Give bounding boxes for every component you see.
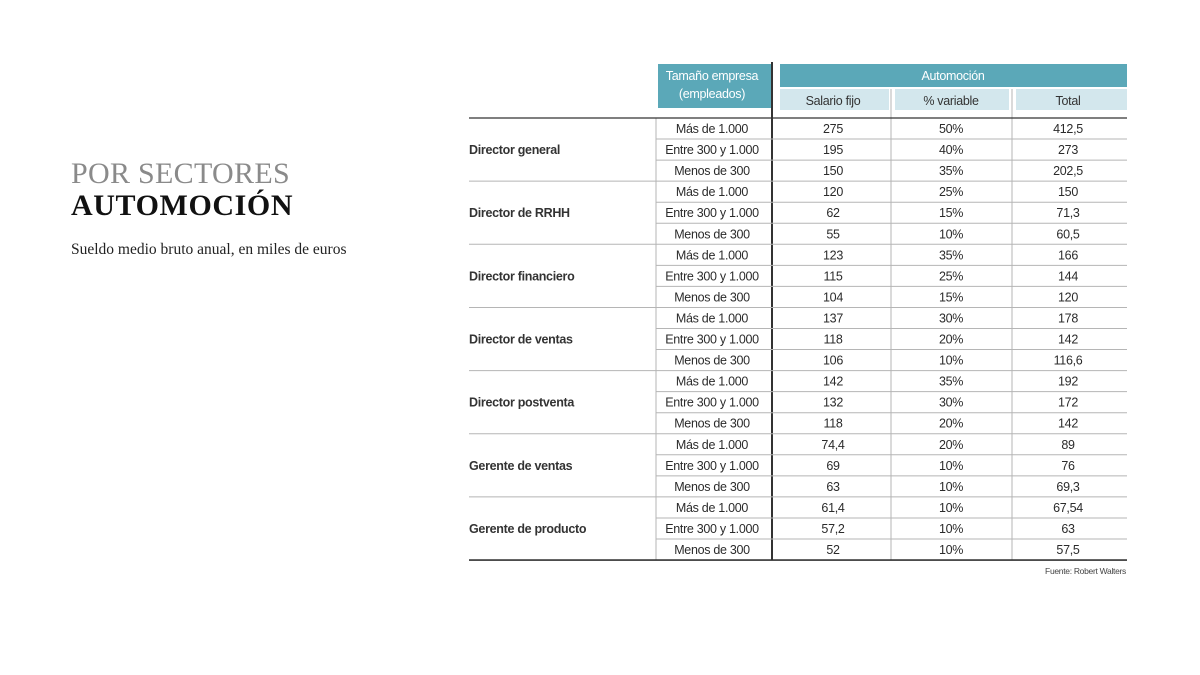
column-header-label: Total [1055, 94, 1081, 108]
fixed-salary-cell: 52 [826, 543, 840, 558]
total-cell: 120 [1058, 290, 1078, 305]
fixed-salary-cell: 118 [823, 416, 843, 431]
group-header-label: Automoción [921, 69, 985, 83]
total-cell: 150 [1058, 185, 1078, 200]
size-cell: Entre 300 y 1.000 [665, 206, 759, 221]
fixed-salary-cell: 137 [823, 311, 843, 326]
variable-cell: 30% [938, 395, 964, 410]
size-cell: Más de 1.000 [675, 248, 749, 263]
total-cell: 192 [1058, 374, 1078, 389]
column-header-label: % variable [923, 94, 979, 108]
total-cell: 69,3 [1056, 479, 1080, 494]
fixed-salary-cell: 62 [826, 206, 840, 221]
role-label: Gerente de ventas [469, 458, 573, 473]
size-cell: Menos de 300 [674, 416, 750, 431]
size-cell: Entre 300 y 1.000 [665, 521, 759, 536]
total-cell: 76 [1061, 458, 1075, 473]
source-note: Fuente: Robert Walters [1045, 566, 1126, 577]
section-kicker: POR SECTORES [71, 157, 290, 190]
variable-cell: 10% [938, 521, 964, 536]
fixed-salary-cell: 118 [823, 332, 843, 347]
size-header-line2: (empleados) [678, 87, 746, 101]
size-header-line1: Tamaño empresa [665, 69, 759, 83]
role-label: Director general [469, 143, 561, 158]
variable-cell: 35% [938, 248, 964, 263]
variable-cell: 15% [938, 206, 964, 221]
total-cell: 71,3 [1056, 206, 1080, 221]
fixed-salary-cell: 142 [823, 374, 843, 389]
variable-cell: 10% [938, 479, 964, 494]
size-cell: Entre 300 y 1.000 [665, 143, 759, 158]
variable-cell: 10% [938, 227, 964, 242]
variable-cell: 20% [938, 416, 964, 431]
size-cell: Menos de 300 [674, 543, 750, 558]
total-cell: 202,5 [1053, 164, 1083, 179]
variable-cell: 35% [938, 164, 964, 179]
fixed-salary-cell: 123 [823, 248, 843, 263]
size-cell: Entre 300 y 1.000 [665, 269, 759, 284]
fixed-salary-cell: 106 [823, 353, 843, 368]
fixed-salary-cell: 74,4 [821, 437, 845, 452]
variable-cell: 30% [938, 311, 964, 326]
total-cell: 116,6 [1053, 353, 1083, 368]
role-label: Director financiero [469, 269, 575, 284]
role-label: Director de RRHH [469, 206, 570, 221]
fixed-salary-cell: 275 [823, 122, 843, 137]
size-cell: Más de 1.000 [675, 185, 749, 200]
total-cell: 273 [1058, 143, 1078, 158]
total-cell: 142 [1058, 416, 1078, 431]
fixed-salary-cell: 55 [826, 227, 840, 242]
fixed-salary-cell: 195 [823, 143, 843, 158]
fixed-salary-cell: 120 [823, 185, 843, 200]
total-cell: 57,5 [1056, 543, 1080, 558]
total-cell: 60,5 [1056, 227, 1080, 242]
variable-cell: 10% [938, 353, 964, 368]
variable-cell: 40% [938, 143, 964, 158]
size-cell: Más de 1.000 [675, 374, 749, 389]
variable-cell: 20% [938, 437, 964, 452]
size-cell: Entre 300 y 1.000 [665, 332, 759, 347]
total-cell: 89 [1061, 437, 1075, 452]
role-label: Gerente de producto [469, 521, 587, 536]
size-cell: Menos de 300 [674, 353, 750, 368]
fixed-salary-cell: 69 [826, 458, 840, 473]
total-cell: 172 [1058, 395, 1078, 410]
variable-cell: 50% [938, 122, 964, 137]
size-cell: Más de 1.000 [675, 311, 749, 326]
variable-cell: 25% [938, 269, 964, 284]
variable-cell: 15% [938, 290, 964, 305]
fixed-salary-cell: 132 [823, 395, 843, 410]
total-cell: 142 [1058, 332, 1078, 347]
size-cell: Menos de 300 [674, 227, 750, 242]
size-cell: Más de 1.000 [675, 500, 749, 515]
size-cell: Menos de 300 [674, 164, 750, 179]
variable-cell: 35% [938, 374, 964, 389]
role-label: Director postventa [469, 395, 575, 410]
size-cell: Entre 300 y 1.000 [665, 458, 759, 473]
variable-cell: 10% [938, 458, 964, 473]
fixed-salary-cell: 57,2 [821, 521, 845, 536]
total-cell: 166 [1058, 248, 1078, 263]
total-cell: 144 [1058, 269, 1078, 284]
fixed-salary-cell: 150 [823, 164, 843, 179]
size-cell: Más de 1.000 [675, 122, 749, 137]
size-cell: Entre 300 y 1.000 [665, 395, 759, 410]
fixed-salary-cell: 115 [823, 269, 843, 284]
size-cell: Menos de 300 [674, 479, 750, 494]
variable-cell: 25% [938, 185, 964, 200]
fixed-salary-cell: 104 [823, 290, 843, 305]
total-cell: 63 [1061, 521, 1075, 536]
variable-cell: 10% [938, 500, 964, 515]
total-cell: 178 [1058, 311, 1078, 326]
total-cell: 67,54 [1053, 500, 1083, 515]
fixed-salary-cell: 63 [826, 479, 840, 494]
size-cell: Más de 1.000 [675, 437, 749, 452]
page-subtitle: Sueldo medio bruto anual, en miles de euros [71, 241, 347, 258]
total-cell: 412,5 [1053, 122, 1083, 137]
size-cell: Menos de 300 [674, 290, 750, 305]
variable-cell: 10% [938, 543, 964, 558]
column-header-label: Salario fijo [805, 94, 861, 108]
fixed-salary-cell: 61,4 [821, 500, 845, 515]
variable-cell: 20% [938, 332, 964, 347]
role-label: Director de ventas [469, 332, 573, 347]
page-title: AUTOMOCIÓN [71, 189, 294, 222]
